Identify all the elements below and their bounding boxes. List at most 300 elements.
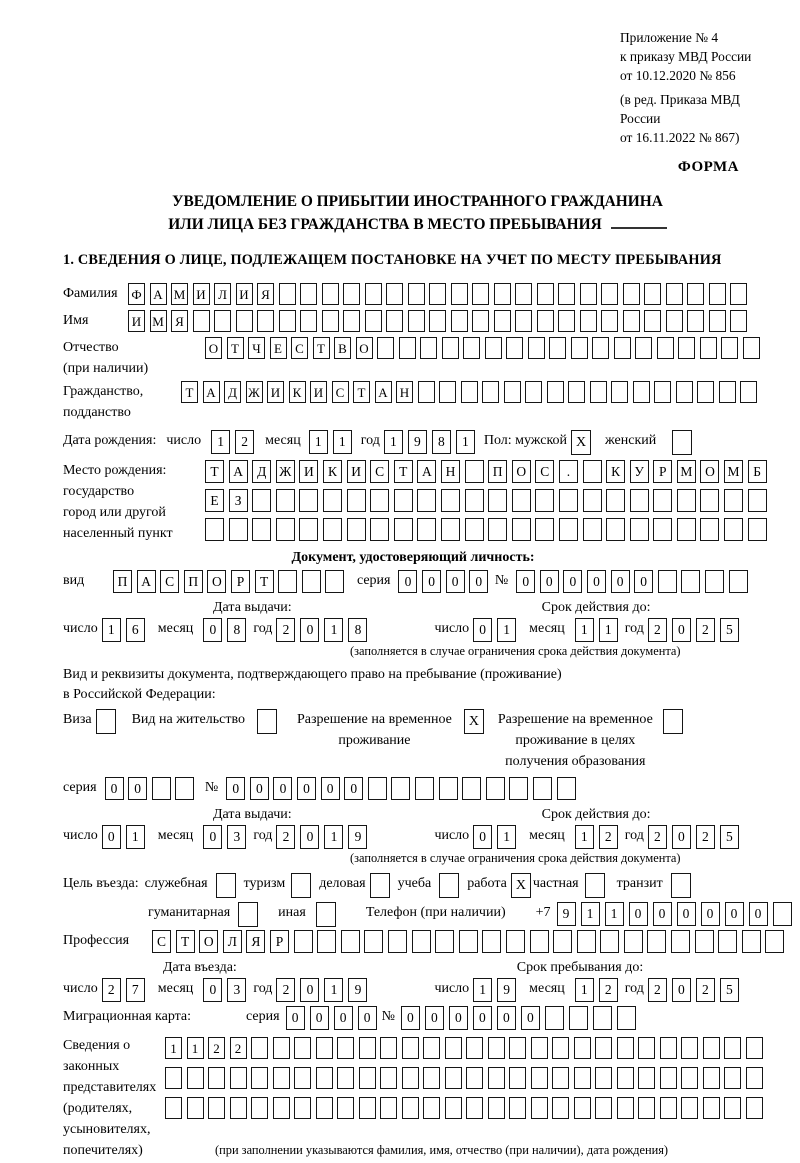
char-cell[interactable] (530, 930, 549, 953)
char-cell[interactable]: С (332, 381, 349, 403)
char-cell[interactable]: 0 (672, 825, 691, 849)
char-cell[interactable] (746, 1037, 763, 1059)
char-cell[interactable] (417, 518, 436, 541)
char-cell[interactable]: 1 (324, 978, 343, 1002)
char-cell[interactable] (695, 930, 714, 953)
char-cell[interactable]: 1 (309, 430, 328, 454)
char-cell[interactable] (705, 570, 724, 593)
char-cell[interactable]: 0 (701, 902, 720, 926)
char-cell[interactable]: 2 (696, 618, 715, 642)
char-cell[interactable]: 2 (696, 825, 715, 849)
char-cell[interactable] (509, 1037, 526, 1059)
char-cell[interactable] (402, 1037, 419, 1059)
char-cell[interactable]: М (150, 310, 167, 332)
char-cell[interactable] (580, 310, 597, 332)
char-cell[interactable] (463, 337, 480, 359)
char-cell[interactable] (748, 518, 767, 541)
char-cell[interactable]: Я (246, 930, 265, 953)
char-cell[interactable]: К (323, 460, 342, 483)
char-cell[interactable] (663, 709, 683, 734)
char-cell[interactable]: Т (227, 337, 244, 359)
char-cell[interactable] (316, 1097, 333, 1119)
char-cell[interactable]: 0 (203, 618, 222, 642)
char-cell[interactable] (488, 1097, 505, 1119)
char-cell[interactable] (323, 489, 342, 512)
char-cell[interactable]: 0 (105, 777, 124, 800)
char-cell[interactable] (623, 283, 640, 305)
char-cell[interactable] (230, 1067, 247, 1089)
char-cell[interactable] (152, 777, 171, 800)
char-cell[interactable] (644, 310, 661, 332)
char-cell[interactable] (537, 310, 554, 332)
char-cell[interactable]: 0 (677, 902, 696, 926)
char-cell[interactable]: Д (224, 381, 241, 403)
char-cell[interactable] (600, 930, 619, 953)
char-cell[interactable] (509, 1097, 526, 1119)
char-cell[interactable]: 0 (398, 570, 417, 593)
char-cell[interactable] (574, 1097, 591, 1119)
char-cell[interactable] (291, 873, 311, 898)
char-cell[interactable] (703, 1097, 720, 1119)
char-cell[interactable] (257, 310, 274, 332)
char-cell[interactable] (617, 1067, 634, 1089)
char-cell[interactable] (251, 1037, 268, 1059)
char-cell[interactable] (435, 930, 454, 953)
char-cell[interactable] (386, 283, 403, 305)
char-cell[interactable] (666, 283, 683, 305)
char-cell[interactable] (700, 489, 719, 512)
char-cell[interactable] (412, 930, 431, 953)
char-cell[interactable] (671, 873, 691, 898)
char-cell[interactable] (638, 1067, 655, 1089)
char-cell[interactable] (273, 1037, 290, 1059)
char-cell[interactable] (557, 777, 576, 800)
char-cell[interactable]: И (236, 283, 253, 305)
char-cell[interactable] (746, 1067, 763, 1089)
char-cell[interactable]: 6 (126, 618, 145, 642)
char-cell[interactable] (531, 1097, 548, 1119)
char-cell[interactable] (547, 381, 564, 403)
char-cell[interactable] (531, 1037, 548, 1059)
char-cell[interactable] (451, 310, 468, 332)
char-cell[interactable]: З (229, 489, 248, 512)
char-cell[interactable] (423, 1097, 440, 1119)
char-cell[interactable] (359, 1037, 376, 1059)
char-cell[interactable]: А (137, 570, 156, 593)
char-cell[interactable] (370, 873, 390, 898)
char-cell[interactable] (322, 310, 339, 332)
char-cell[interactable]: Я (257, 283, 274, 305)
char-cell[interactable]: Ф (128, 283, 145, 305)
char-cell[interactable] (681, 570, 700, 593)
char-cell[interactable]: 0 (226, 777, 245, 800)
char-cell[interactable] (461, 381, 478, 403)
char-cell[interactable] (205, 518, 224, 541)
char-cell[interactable]: . (559, 460, 578, 483)
char-cell[interactable] (230, 1097, 247, 1119)
char-cell[interactable] (466, 1037, 483, 1059)
char-cell[interactable] (294, 930, 313, 953)
char-cell[interactable]: 9 (557, 902, 576, 926)
char-cell[interactable] (624, 930, 643, 953)
char-cell[interactable] (216, 873, 236, 898)
char-cell[interactable] (380, 1037, 397, 1059)
char-cell[interactable] (273, 1097, 290, 1119)
char-cell[interactable]: Р (270, 930, 289, 953)
char-cell[interactable]: 0 (449, 1006, 468, 1030)
char-cell[interactable]: 0 (297, 777, 316, 800)
char-cell[interactable] (719, 381, 736, 403)
char-cell[interactable] (439, 381, 456, 403)
char-cell[interactable] (388, 930, 407, 953)
char-cell[interactable] (494, 310, 511, 332)
char-cell[interactable] (748, 489, 767, 512)
char-cell[interactable]: 5 (720, 618, 739, 642)
char-cell[interactable]: 0 (102, 825, 121, 849)
char-cell[interactable] (552, 1067, 569, 1089)
char-cell[interactable] (399, 337, 416, 359)
char-cell[interactable] (606, 518, 625, 541)
char-cell[interactable] (472, 310, 489, 332)
char-cell[interactable] (630, 518, 649, 541)
char-cell[interactable] (214, 310, 231, 332)
char-cell[interactable] (773, 902, 792, 926)
char-cell[interactable]: Д (252, 460, 271, 483)
char-cell[interactable]: П (113, 570, 132, 593)
char-cell[interactable] (337, 1097, 354, 1119)
char-cell[interactable]: Ч (248, 337, 265, 359)
char-cell[interactable]: И (347, 460, 366, 483)
char-cell[interactable] (337, 1037, 354, 1059)
char-cell[interactable] (681, 1097, 698, 1119)
char-cell[interactable]: 0 (473, 618, 492, 642)
char-cell[interactable] (193, 310, 210, 332)
char-cell[interactable]: О (205, 337, 222, 359)
char-cell[interactable] (465, 518, 484, 541)
char-cell[interactable] (316, 1037, 333, 1059)
char-cell[interactable]: О (199, 930, 218, 953)
char-cell[interactable] (647, 930, 666, 953)
char-cell[interactable]: 1 (575, 978, 594, 1002)
char-cell[interactable] (671, 930, 690, 953)
char-cell[interactable] (359, 1097, 376, 1119)
char-cell[interactable]: 0 (587, 570, 606, 593)
char-cell[interactable] (299, 518, 318, 541)
char-cell[interactable]: 2 (648, 618, 667, 642)
char-cell[interactable] (595, 1067, 612, 1089)
char-cell[interactable]: И (128, 310, 145, 332)
char-cell[interactable] (703, 1037, 720, 1059)
char-cell[interactable]: 2 (696, 978, 715, 1002)
char-cell[interactable]: 1 (324, 825, 343, 849)
char-cell[interactable]: 0 (310, 1006, 329, 1030)
char-cell[interactable] (208, 1097, 225, 1119)
char-cell[interactable] (494, 283, 511, 305)
char-cell[interactable]: 1 (599, 618, 618, 642)
char-cell[interactable]: 1 (581, 902, 600, 926)
char-cell[interactable]: 3 (227, 825, 246, 849)
char-cell[interactable] (592, 337, 609, 359)
char-cell[interactable] (580, 283, 597, 305)
char-cell[interactable] (466, 1067, 483, 1089)
char-cell[interactable]: 0 (446, 570, 465, 593)
char-cell[interactable]: 5 (720, 978, 739, 1002)
char-cell[interactable]: О (700, 460, 719, 483)
char-cell[interactable]: 0 (203, 978, 222, 1002)
char-cell[interactable] (569, 1006, 588, 1030)
char-cell[interactable]: О (207, 570, 226, 593)
char-cell[interactable]: 8 (348, 618, 367, 642)
char-cell[interactable] (429, 283, 446, 305)
char-cell[interactable] (365, 310, 382, 332)
char-cell[interactable] (574, 1037, 591, 1059)
char-cell[interactable] (415, 777, 434, 800)
char-cell[interactable] (552, 1097, 569, 1119)
char-cell[interactable] (617, 1006, 636, 1030)
char-cell[interactable] (337, 1067, 354, 1089)
char-cell[interactable]: 0 (629, 902, 648, 926)
char-cell[interactable]: Е (270, 337, 287, 359)
char-cell[interactable] (299, 489, 318, 512)
char-cell[interactable]: 2 (276, 978, 295, 1002)
char-cell[interactable] (574, 1067, 591, 1089)
char-cell[interactable] (165, 1097, 182, 1119)
char-cell[interactable] (638, 1097, 655, 1119)
char-cell[interactable] (343, 283, 360, 305)
char-cell[interactable]: Л (214, 283, 231, 305)
char-cell[interactable]: В (334, 337, 351, 359)
char-cell[interactable]: И (299, 460, 318, 483)
char-cell[interactable] (364, 930, 383, 953)
char-cell[interactable] (420, 337, 437, 359)
char-cell[interactable] (187, 1067, 204, 1089)
char-cell[interactable] (558, 283, 575, 305)
char-cell[interactable]: 2 (230, 1037, 247, 1059)
char-cell[interactable]: 0 (401, 1006, 420, 1030)
char-cell[interactable] (276, 518, 295, 541)
char-cell[interactable] (677, 518, 696, 541)
char-cell[interactable] (445, 1097, 462, 1119)
char-cell[interactable]: 9 (348, 978, 367, 1002)
char-cell[interactable]: О (356, 337, 373, 359)
char-cell[interactable]: 1 (384, 430, 403, 454)
char-cell[interactable]: 9 (408, 430, 427, 454)
char-cell[interactable]: Р (653, 460, 672, 483)
char-cell[interactable]: 0 (497, 1006, 516, 1030)
char-cell[interactable] (660, 1037, 677, 1059)
char-cell[interactable] (279, 283, 296, 305)
char-cell[interactable]: 0 (672, 978, 691, 1002)
char-cell[interactable] (724, 1067, 741, 1089)
char-cell[interactable] (721, 337, 738, 359)
char-cell[interactable] (441, 518, 460, 541)
char-cell[interactable]: Н (441, 460, 460, 483)
char-cell[interactable] (740, 381, 757, 403)
char-cell[interactable] (402, 1097, 419, 1119)
char-cell[interactable] (724, 1097, 741, 1119)
char-cell[interactable] (553, 930, 572, 953)
char-cell[interactable] (657, 337, 674, 359)
char-cell[interactable] (251, 1067, 268, 1089)
char-cell[interactable] (681, 1037, 698, 1059)
char-cell[interactable] (506, 930, 525, 953)
char-cell[interactable] (423, 1067, 440, 1089)
char-cell[interactable] (687, 283, 704, 305)
char-cell[interactable] (273, 1067, 290, 1089)
char-cell[interactable]: П (184, 570, 203, 593)
char-cell[interactable]: Ж (246, 381, 263, 403)
char-cell[interactable] (729, 570, 748, 593)
char-cell[interactable]: 0 (300, 618, 319, 642)
char-cell[interactable]: С (152, 930, 171, 953)
char-cell[interactable]: О (512, 460, 531, 483)
char-cell[interactable] (718, 930, 737, 953)
char-cell[interactable] (466, 1097, 483, 1119)
char-cell[interactable] (488, 518, 507, 541)
char-cell[interactable] (482, 930, 501, 953)
char-cell[interactable] (439, 873, 459, 898)
char-cell[interactable]: 0 (250, 777, 269, 800)
char-cell[interactable]: 2 (599, 978, 618, 1002)
char-cell[interactable] (294, 1037, 311, 1059)
char-cell[interactable] (485, 337, 502, 359)
char-cell[interactable] (402, 1067, 419, 1089)
char-cell[interactable] (583, 518, 602, 541)
char-cell[interactable] (606, 489, 625, 512)
char-cell[interactable] (583, 460, 602, 483)
char-cell[interactable] (175, 777, 194, 800)
char-cell[interactable] (418, 381, 435, 403)
char-cell[interactable]: 0 (300, 825, 319, 849)
char-cell[interactable] (509, 1067, 526, 1089)
char-cell[interactable] (724, 1037, 741, 1059)
char-cell[interactable] (552, 1037, 569, 1059)
char-cell[interactable] (394, 518, 413, 541)
char-cell[interactable]: 2 (235, 430, 254, 454)
char-cell[interactable] (465, 460, 484, 483)
char-cell[interactable] (512, 518, 531, 541)
char-cell[interactable]: 0 (516, 570, 535, 593)
char-cell[interactable]: 0 (725, 902, 744, 926)
char-cell[interactable]: 1 (497, 825, 516, 849)
char-cell[interactable] (577, 930, 596, 953)
char-cell[interactable] (441, 489, 460, 512)
char-cell[interactable] (531, 1067, 548, 1089)
char-cell[interactable]: 1 (456, 430, 475, 454)
char-cell[interactable] (545, 1006, 564, 1030)
char-cell[interactable] (703, 1067, 720, 1089)
char-cell[interactable] (595, 1037, 612, 1059)
char-cell[interactable]: Л (223, 930, 242, 953)
char-cell[interactable] (465, 489, 484, 512)
char-cell[interactable] (294, 1067, 311, 1089)
char-cell[interactable] (595, 1097, 612, 1119)
char-cell[interactable] (257, 709, 277, 734)
char-cell[interactable]: 1 (473, 978, 492, 1002)
char-cell[interactable] (252, 518, 271, 541)
char-cell[interactable]: 1 (126, 825, 145, 849)
char-cell[interactable] (323, 518, 342, 541)
char-cell[interactable] (445, 1067, 462, 1089)
char-cell[interactable]: 1 (102, 618, 121, 642)
char-cell[interactable] (380, 1097, 397, 1119)
char-cell[interactable] (535, 518, 554, 541)
char-cell[interactable]: 1 (575, 825, 594, 849)
char-cell[interactable] (528, 337, 545, 359)
char-cell[interactable] (559, 489, 578, 512)
char-cell[interactable] (347, 518, 366, 541)
char-cell[interactable] (208, 1067, 225, 1089)
char-cell[interactable] (229, 518, 248, 541)
char-cell[interactable] (525, 381, 542, 403)
char-cell[interactable]: Р (231, 570, 250, 593)
char-cell[interactable] (617, 1097, 634, 1119)
char-cell[interactable] (316, 1067, 333, 1089)
char-cell[interactable] (585, 873, 605, 898)
char-cell[interactable] (300, 310, 317, 332)
char-cell[interactable]: Т (176, 930, 195, 953)
char-cell[interactable] (568, 381, 585, 403)
char-cell[interactable]: 0 (634, 570, 653, 593)
char-cell[interactable] (654, 381, 671, 403)
char-cell[interactable] (743, 337, 760, 359)
char-cell[interactable] (236, 310, 253, 332)
char-cell[interactable]: 0 (672, 618, 691, 642)
char-cell[interactable] (623, 310, 640, 332)
char-cell[interactable]: А (203, 381, 220, 403)
char-cell[interactable]: 2 (599, 825, 618, 849)
char-cell[interactable] (512, 489, 531, 512)
char-cell[interactable] (687, 310, 704, 332)
char-cell[interactable]: П (488, 460, 507, 483)
char-cell[interactable] (165, 1067, 182, 1089)
char-cell[interactable]: С (291, 337, 308, 359)
char-cell[interactable] (386, 310, 403, 332)
char-cell[interactable] (252, 489, 271, 512)
char-cell[interactable]: Т (313, 337, 330, 359)
char-cell[interactable] (429, 310, 446, 332)
char-cell[interactable] (660, 1097, 677, 1119)
char-cell[interactable] (633, 381, 650, 403)
char-cell[interactable] (343, 310, 360, 332)
char-cell[interactable] (380, 1067, 397, 1089)
char-cell[interactable] (653, 489, 672, 512)
char-cell[interactable]: 2 (276, 825, 295, 849)
char-cell[interactable]: А (375, 381, 392, 403)
char-cell[interactable]: X (571, 430, 591, 455)
char-cell[interactable] (370, 489, 389, 512)
char-cell[interactable] (535, 489, 554, 512)
char-cell[interactable] (488, 1067, 505, 1089)
char-cell[interactable] (697, 381, 714, 403)
char-cell[interactable] (660, 1067, 677, 1089)
char-cell[interactable]: 0 (422, 570, 441, 593)
char-cell[interactable]: 0 (334, 1006, 353, 1030)
char-cell[interactable]: X (464, 709, 484, 734)
char-cell[interactable] (537, 283, 554, 305)
char-cell[interactable] (251, 1097, 268, 1119)
char-cell[interactable]: И (267, 381, 284, 403)
char-cell[interactable] (746, 1097, 763, 1119)
char-cell[interactable]: Т (255, 570, 274, 593)
char-cell[interactable]: Т (181, 381, 198, 403)
char-cell[interactable] (559, 518, 578, 541)
char-cell[interactable] (709, 283, 726, 305)
char-cell[interactable]: М (724, 460, 743, 483)
char-cell[interactable]: 0 (611, 570, 630, 593)
char-cell[interactable] (488, 1037, 505, 1059)
char-cell[interactable] (423, 1037, 440, 1059)
